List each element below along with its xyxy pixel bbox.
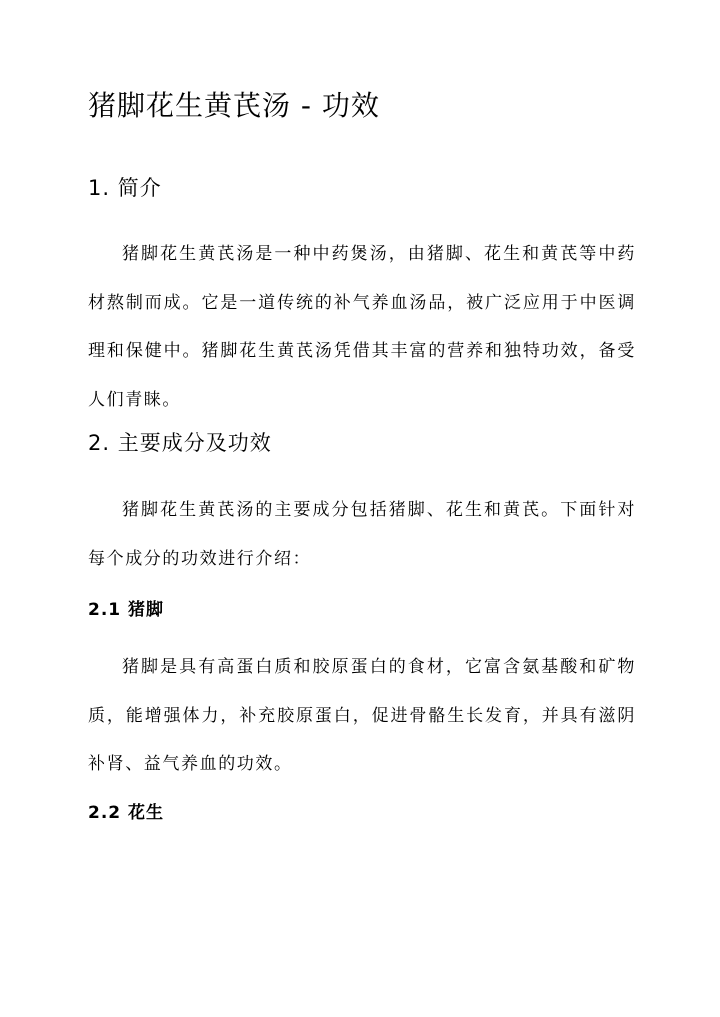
pig-trotter-paragraph: 猪脚是具有高蛋白质和胶原蛋白的食材，它富含氨基酸和矿物质，能增强体力，补充胶原蛋白，促进骨骼生长发育，并具有滋阴补肾、益气养血的功效。 — [88, 657, 636, 774]
subsection-heading-peanut: 2.2 花生 — [88, 803, 165, 823]
section-heading-ingredients: 2. 主要成分及功效 — [88, 431, 272, 455]
subsection-heading-pig-trotter: 2.1 猪脚 — [88, 600, 165, 620]
ingredients-paragraph: 猪脚花生黄芪汤的主要成分包括猪脚、花生和黄芪。下面针对每个成分的功效进行介绍： — [88, 500, 636, 569]
intro-paragraph: 猪脚花生黄芪汤是一种中药煲汤，由猪脚、花生和黄芪等中药材熬制而成。它是一道传统的补气养血汤品，被广泛应用于中医调理和保健中。猪脚花生黄芪汤凭借其丰富的营养和独特功效，备受人们青睐。 — [88, 244, 636, 410]
section-heading-intro: 1. 简介 — [88, 176, 162, 200]
document-title: 猪脚花生黄芪汤 - 功效 — [88, 89, 380, 122]
